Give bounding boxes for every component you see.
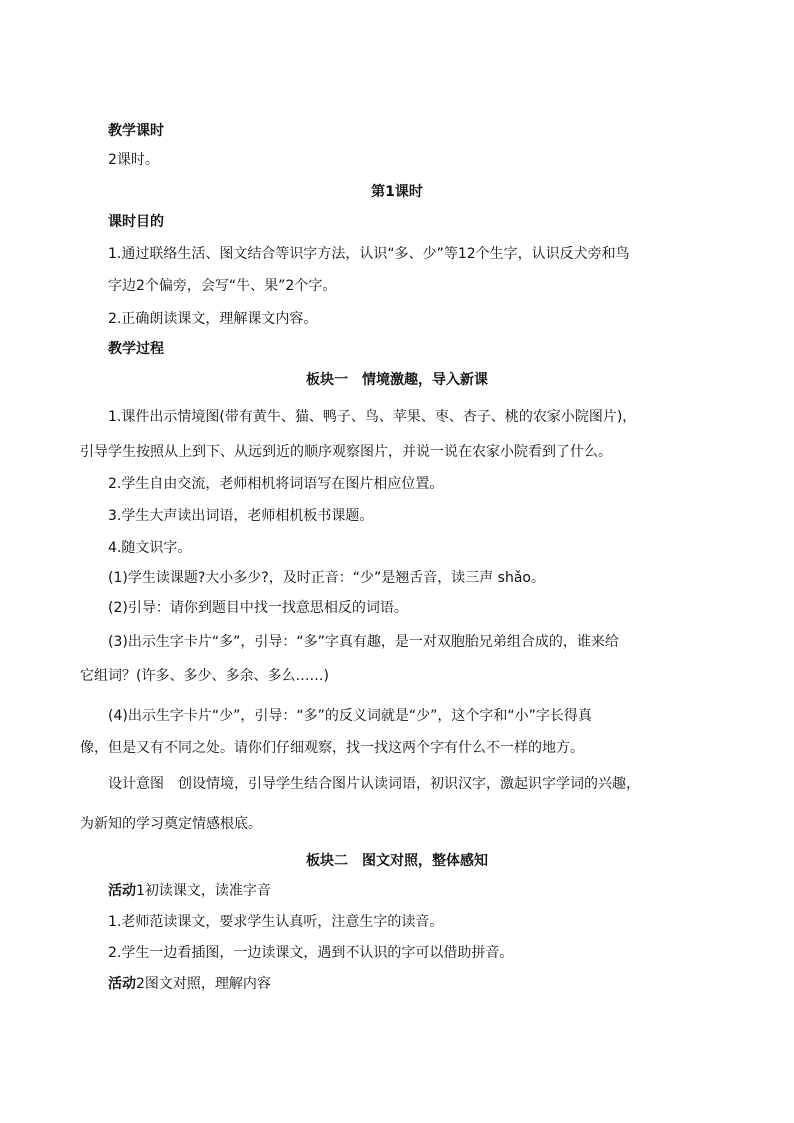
s1-paragraph-2: 2.学生自由交流，老师相机将词语写在图片相应位置。 [108,476,444,492]
s1-item-3-line-1: (3)出示生字卡片“多”，引导：“多”字真有趣，是一对双胞胎兄弟组合成的，谁来给 [108,634,619,650]
s1-item-1: (1)学生读课题?大小多少?，及时正音：“少”是翘舌音，读三声 shǎo。 [108,570,545,586]
s1-paragraph-1-line-2: 引导学生按照从上到下、从远到近的顺序观察图片，并说一说在农家小院看到了什么。 [80,444,612,460]
lesson-1-title: 第1课时 [371,184,423,200]
period-count: 2课时。 [108,152,159,168]
activity-2-label: 活动 [108,976,136,992]
activity-1-label: 活动 [108,883,136,899]
heading-teaching-process: 教学过程 [108,341,164,357]
design-intent-line-2: 为新知的学习奠定情感根底。 [80,816,262,832]
design-intent-line-1: 设计意图 创设情境，引导学生结合图片认读词语，初识汉字，激起识字学词的兴趣， [108,776,640,792]
s1-paragraph-4: 4.随文识字。 [108,540,192,556]
goal-1-line-2: 字边2个偏旁，会写“牛、果”2个字。 [108,278,337,294]
s1-paragraph-1-line-1: 1.课件出示情境图(带有黄牛、猫、鸭子、鸟、苹果、枣、杏子、桃的农家小院图片)， [108,409,637,425]
section-1-title: 板块一 情境激趣，导入新课 [306,372,488,388]
heading-lesson-goals: 课时目的 [108,214,164,230]
s1-paragraph-3: 3.学生大声读出词语，老师相机板书课题。 [108,508,374,524]
activity-1-text: 1初读课文，读准字音 [136,883,271,899]
goal-2: 2.正确朗读课文，理解课文内容。 [108,311,318,327]
s1-item-4-line-2: 像，但是又有不同之处。请你们仔细观察，找一找这两个字有什么不一样的地方。 [80,740,584,756]
section-2-title: 板块二 图文对照，整体感知 [306,853,488,869]
activity-1-step-2: 2.学生一边看插图，一边读课文，遇到不认识的字可以借助拼音。 [108,945,514,961]
s1-item-2: (2)引导：请你到题目中找一找意思相反的词语。 [108,600,408,616]
activity-2-heading [108,974,718,994]
s1-item-4-line-1: (4)出示生字卡片“少”，引导：“多”的反义词就是“少”，这个字和“小”字长得真 [108,708,592,724]
activity-1-step-1: 1.老师范读课文，要求学生认真听，注意生字的读音。 [108,914,444,930]
s1-item-3-line-2: 它组词？(许多、多少、多余、多么……) [80,668,329,684]
activity-1-heading [108,881,718,901]
activity-2-text: 2图文对照，理解内容 [136,976,271,992]
goal-1-line-1: 1.通过联络生活、图文结合等识字方法，认识“多、少”等12个生字，认识反犬旁和鸟 [108,246,630,262]
heading-teaching-period: 教学课时 [108,123,164,139]
